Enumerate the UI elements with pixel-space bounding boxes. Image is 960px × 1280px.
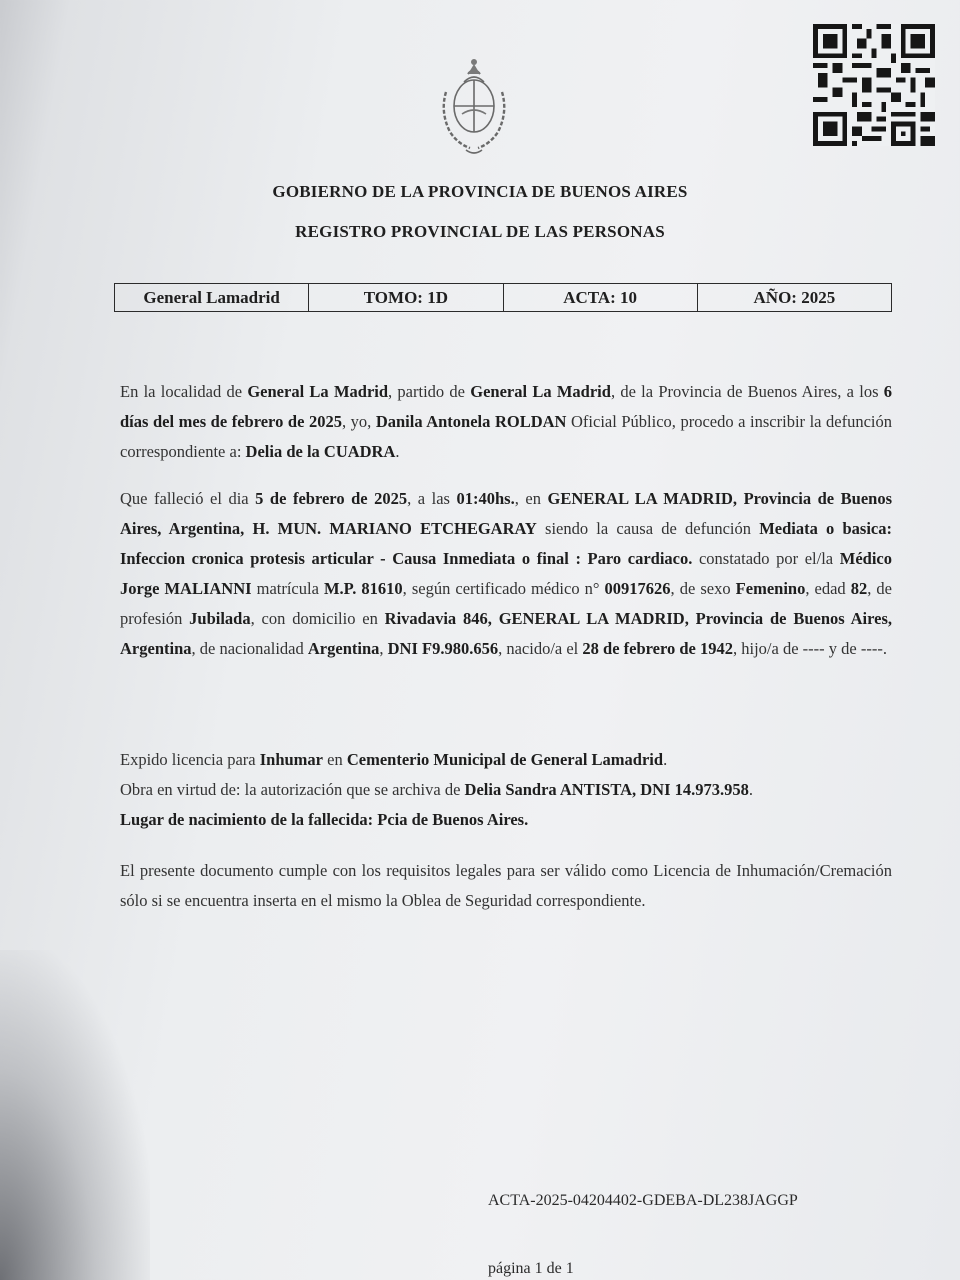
document-code: ACTA-2025-04204402-GDEBA-DL238JAGGP (488, 1192, 798, 1209)
tomo-cell: TOMO: 1D (309, 284, 503, 312)
license-line: Expido licencia para Inhumar en Cementerio Municipal de General Lamadrid. (120, 750, 668, 769)
birthplace-line: Lugar de nacimiento de la fallecida: Pcia de Buenos Aires. (120, 810, 529, 829)
page-number: página 1 de 1 (488, 1260, 574, 1277)
paragraph-legal-notice: El presente documento cumple con los requisitos legales para ser válido como Licencia de Inhumación/Cremación sólo si se encuentra inserta en el mismo la Oblea de Seguridad correspondiente. (120, 861, 892, 910)
record-info-table (114, 283, 892, 312)
header-registry: REGISTRO PROVINCIAL DE LAS PERSONAS (295, 222, 665, 241)
paragraph-registration: En la localidad de General La Madrid, partido de General La Madrid, de la Provincia de Buenos Aires, a los 6 días del mes de febrero de 2025, yo, Danila Antonela ROLDAN Oficial Público, procedo a inscribir la defunción correspondiente a: Delia de la CUADRA. (120, 382, 893, 461)
photo-shadow (0, 950, 150, 1280)
coat-of-arms-icon (432, 52, 516, 162)
header-government: GOBIERNO DE LA PROVINCIA DE BUENOS AIRES (272, 182, 688, 201)
qr-code-icon (810, 24, 938, 146)
paragraph-death-details: Que falleció el dia 5 de febrero de 2025, a las 01:40hs., en GENERAL LA MADRID, Provincia de Buenos Aires, Argentina, H. MUN. MARIANO ETCHEGARAY siendo la causa de defunción Mediata o basica: Infeccion cronica protesis articular - Causa Inmediata o final : Paro cardiaco. constatado por el/la Médico Jorge MALIANNI matrícula M.P. 81610, según certificado médico n° 00917626, de sexo Femenino, edad 82, de profesión Jubilada, con domicilio en Rivadavia 846, GENERAL LA MADRID, Provincia de Buenos Aires, Argentina, de nacionalidad Argentina, DNI F9.980.656, nacido/a el 28 de febrero de 1942, hijo/a de ---- y de ----. (120, 489, 893, 658)
acta-cell: ACTA: 10 (503, 284, 697, 312)
authorization-line: Obra en virtud de: la autorización que se archiva de Delia Sandra ANTISTA, DNI 14.973.958. (120, 780, 754, 799)
anio-cell: AÑO: 2025 (697, 284, 891, 312)
locality-cell: General Lamadrid (115, 284, 309, 312)
paragraph-license (120, 745, 892, 835)
